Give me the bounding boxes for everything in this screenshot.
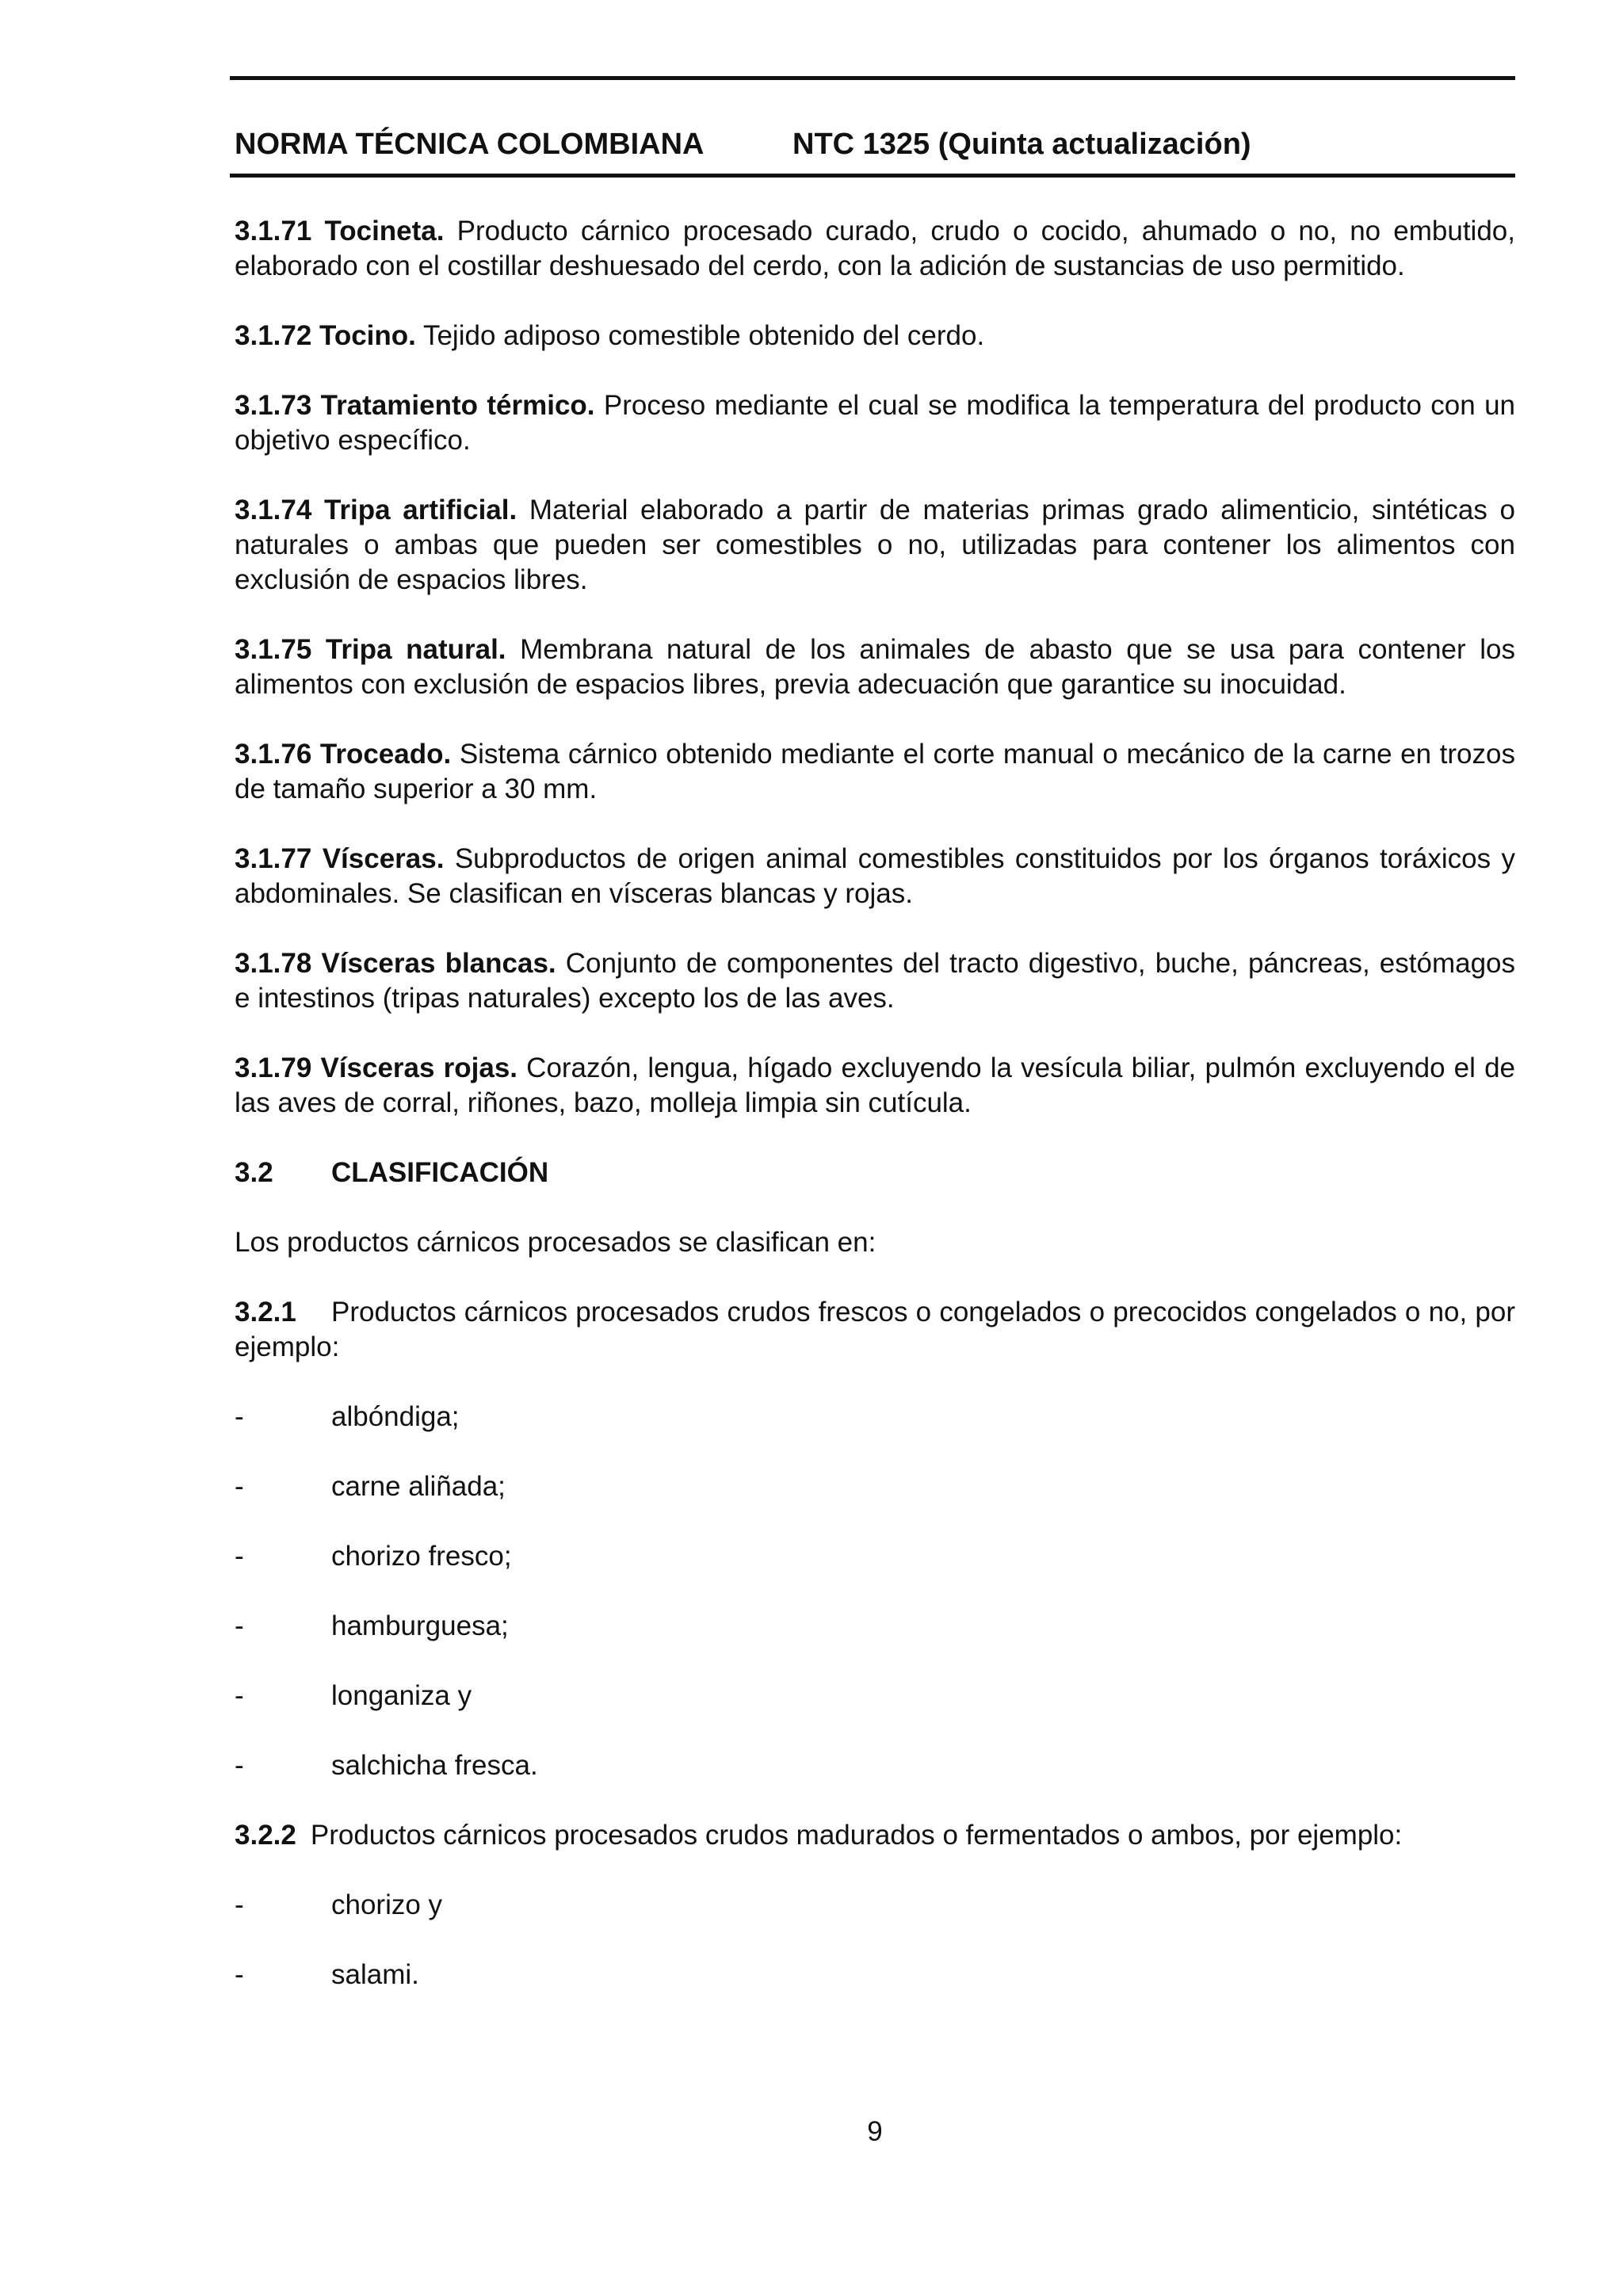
list-item bbox=[235, 1888, 1515, 1923]
section-title: CLASIFICACIÓN bbox=[331, 1157, 549, 1188]
definition-term: 3.1.76 Troceado. bbox=[235, 739, 452, 770]
definition-term: 3.1.79 Vísceras rojas. bbox=[235, 1052, 518, 1083]
page-number: 9 bbox=[867, 2116, 883, 2147]
list-item bbox=[235, 1539, 1515, 1574]
list-marker: - bbox=[235, 1541, 244, 1572]
list-item-text: salchicha fresca. bbox=[331, 1750, 538, 1781]
list-marker: - bbox=[235, 1610, 244, 1641]
subsection-number: 3.2.1 bbox=[235, 1297, 296, 1328]
definition-term: 3.1.74 Tripa artificial. bbox=[235, 495, 517, 525]
list-marker: - bbox=[235, 1401, 244, 1432]
list-marker: - bbox=[235, 1889, 244, 1920]
list-item bbox=[235, 1609, 1515, 1644]
definition-3-1-77 bbox=[235, 842, 1515, 911]
definition-text: Producto cárnico procesado curado, crudo o cocido, ahumado o no, no embutido, elaborado con el costillar deshuesado del cerdo, con la adición de sustancias de uso permitido. bbox=[235, 216, 1515, 281]
header-organization: NORMA TÉCNICA COLOMBIANA bbox=[235, 128, 705, 161]
definition-3-1-79 bbox=[235, 1051, 1515, 1121]
definition-text: Corazón, lengua, hígado excluyendo la vesícula biliar, pulmón excluyendo el de las aves de corral, riñones, bazo, molleja limpia sin cutícula. bbox=[235, 1052, 1515, 1118]
list-item-text: albóndiga; bbox=[331, 1401, 460, 1432]
definition-3-1-76 bbox=[235, 737, 1515, 807]
definition-3-1-78 bbox=[235, 946, 1515, 1016]
definition-text: Subproductos de origen animal comestibles constituidos por los órganos toráxicos y abdominales. Se clasifican en vísceras blancas y rojas. bbox=[235, 843, 1515, 909]
definition-text: Sistema cárnico obtenido mediante el corte manual o mecánico de la carne en trozos de tamaño superior a 30 mm. bbox=[235, 739, 1515, 804]
list-item bbox=[235, 1400, 1515, 1435]
definition-3-1-73 bbox=[235, 388, 1515, 458]
definition-term: 3.1.71 Tocineta. bbox=[235, 216, 445, 246]
definition-3-1-71 bbox=[235, 214, 1515, 284]
definition-text: Conjunto de componentes del tracto digestivo, buche, páncreas, estómagos e intestinos (tripas naturales) excepto los de las aves. bbox=[235, 948, 1515, 1014]
list-item bbox=[235, 1748, 1515, 1783]
subsection-number: 3.2.2 bbox=[235, 1820, 296, 1851]
section-number: 3.2 bbox=[235, 1157, 273, 1188]
section-intro: Los productos cárnicos procesados se clasifican en: bbox=[235, 1227, 876, 1258]
list-item bbox=[235, 1958, 1515, 1992]
definition-3-1-75 bbox=[235, 632, 1515, 702]
subsection-text: Productos cárnicos procesados crudos frescos o congelados o precocidos congelados o no, por ejemplo: bbox=[235, 1297, 1515, 1362]
header-standard: NTC 1325 (Quinta actualización) bbox=[792, 128, 1251, 161]
list-marker: - bbox=[235, 1471, 244, 1502]
definition-term: 3.1.73 Tratamiento térmico. bbox=[235, 390, 595, 421]
definition-term: 3.1.72 Tocino. bbox=[235, 320, 416, 351]
page-header bbox=[230, 76, 1515, 178]
list-item-text: chorizo fresco; bbox=[331, 1541, 512, 1572]
page-content bbox=[235, 214, 1515, 2027]
list-marker: - bbox=[235, 1959, 244, 1990]
list-marker: - bbox=[235, 1680, 244, 1711]
definition-text: Material elaborado a partir de materias primas grado alimenticio, sintéticas o naturales o ambas que pueden ser comestibles o no, utilizadas para contener los alimentos con exclusión de espacios libres. bbox=[235, 495, 1516, 595]
subsection-text: Productos cárnicos procesados crudos madurados o fermentados o ambos, por ejemplo: bbox=[310, 1820, 1403, 1851]
list-item bbox=[235, 1469, 1515, 1504]
definition-text: Membrana natural de los animales de abasto que se usa para contener los alimentos con exclusión de espacios libres, previa adecuación que garantice su inocuidad. bbox=[235, 634, 1515, 700]
list-item-text: chorizo y bbox=[331, 1889, 443, 1920]
definition-text: Tejido adiposo comestible obtenido del cerdo. bbox=[415, 320, 985, 351]
definition-3-1-72 bbox=[235, 319, 1515, 353]
subsection-3-2-1 bbox=[235, 1295, 1515, 1365]
list-item-text: carne aliñada; bbox=[331, 1471, 506, 1502]
subsection-3-2-2 bbox=[235, 1818, 1515, 1853]
definition-term: 3.1.78 Vísceras blancas. bbox=[235, 948, 556, 979]
section-heading bbox=[235, 1156, 1515, 1190]
list-item-text: hamburguesa; bbox=[331, 1610, 509, 1641]
list-item-text: longaniza y bbox=[331, 1680, 472, 1711]
definition-term: 3.1.77 Vísceras. bbox=[235, 843, 445, 874]
definition-text: Proceso mediante el cual se modifica la temperatura del producto con un objetivo específico. bbox=[235, 390, 1515, 456]
list-item-text: salami. bbox=[331, 1959, 419, 1990]
list-item bbox=[235, 1679, 1515, 1713]
definition-term: 3.1.75 Tripa natural. bbox=[235, 634, 506, 665]
definition-3-1-74 bbox=[235, 493, 1515, 598]
list-marker: - bbox=[235, 1750, 244, 1781]
